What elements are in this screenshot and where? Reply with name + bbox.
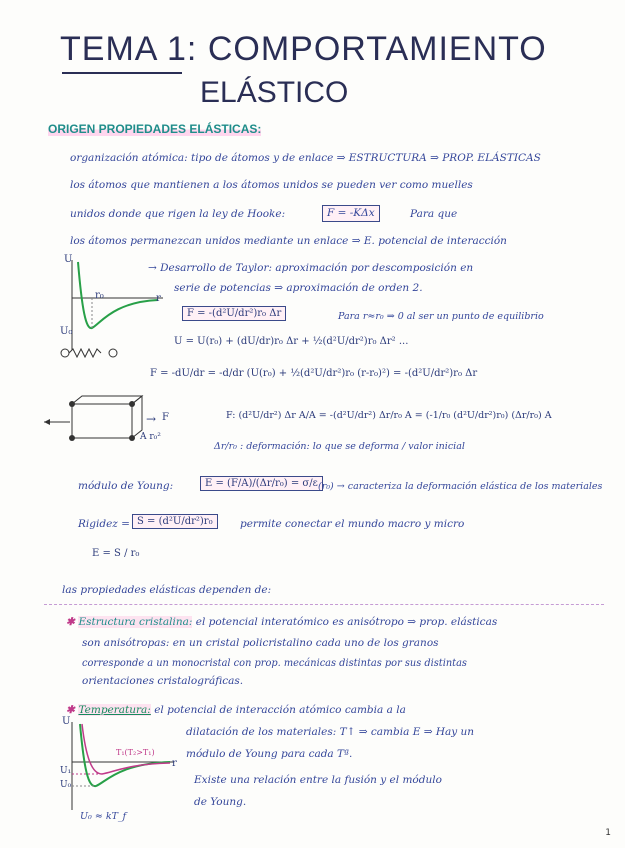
young-equation: E = (F/A)/(Δr/r₀) = σ/ε <box>200 476 323 491</box>
t-label: T₁(T₂>T₁) <box>116 748 155 757</box>
e-equation: E = S / r₀ <box>92 548 140 559</box>
text-line: Existe una relación entre la fusión y el módulo <box>194 774 442 786</box>
text-line: los átomos permanezcan unidos mediante un enlace ⇒ E. potencial de interacción <box>70 235 507 247</box>
rigidity-note: permite conectar el mundo macro y micro <box>240 518 465 530</box>
rigidity-label: Rigidez = <box>78 518 130 530</box>
spring-icon <box>60 346 120 360</box>
strain-definition: Δr/r₀ : deformación: lo que se deforma / valor inicial <box>214 441 465 452</box>
axis-u1: U₁ <box>60 766 72 776</box>
page-title-line2: ELÁSTICO <box>200 76 349 109</box>
section-heading: ORIGEN PROPIEDADES ELÁSTICAS: <box>48 122 262 136</box>
bullet-structure: ✱ Estructura cristalina: el potencial interatómico es anisótropo ⇒ prop. elásticas <box>66 616 498 628</box>
temperature-graph <box>58 718 178 818</box>
page-number: 1 <box>605 828 611 838</box>
text-line: son anisótropas: en un cristal policristalino cada uno de los granos <box>82 637 439 649</box>
text-line: módulo de Young para cada Tª. <box>186 748 353 760</box>
text-line: dilatación de los materiales: T↑ ⇒ cambia E ⇒ Hay un <box>186 726 475 738</box>
text-line: corresponde a un monocristal con prop. mecánicas distintas por sus distintas <box>82 658 467 669</box>
force-derivation: F = -dU/dr = -d/dr (U(r₀) + ½(d²U/dr²)r₀ (r-r₀)²) = -(d²U/dr²)r₀ Δr <box>150 368 478 379</box>
title-underline <box>62 72 182 74</box>
text-line: las propiedades elásticas dependen de: <box>62 584 272 596</box>
text-line: orientaciones cristalográficas. <box>82 675 244 687</box>
axis-u: U <box>64 254 73 265</box>
axis-r0: r₀ <box>95 290 104 301</box>
axis-u2: U <box>62 716 71 727</box>
cube-diagram <box>42 392 152 452</box>
text-line: unidos donde que rigen la ley de Hooke: <box>70 208 286 220</box>
stress-derivation: F: (d²U/dr²) Δr A/A = -(d²U/dr²) Δr/r₀ A = (-1/r₀ (d²U/dr²)r₀) (Δr/r₀) A <box>226 410 552 421</box>
text-line: Para que <box>410 208 458 220</box>
graph-footnote: U₀ ≈ kT_f <box>80 811 127 822</box>
force-label: F <box>162 412 169 423</box>
text-line: → Desarrollo de Taylor: aproximación por descomposición en <box>148 262 474 274</box>
area-label: A r₀² <box>140 432 161 442</box>
text-line: organización atómica: tipo de átomos y de enlace ⇒ ESTRUCTURA ⇒ PROP. ELÁSTICAS <box>70 152 541 164</box>
text-line: los átomos que mantienen a los átomos unidos se pueden ver como muelles <box>70 179 473 191</box>
rigidity-equation: S = (d²U/dr²)r₀ <box>132 514 218 529</box>
axis-u0: U₀ <box>60 326 73 337</box>
young-note: (r₀) → caracteriza la deformación elástica de los materiales <box>318 481 603 492</box>
axis-u0-2: U₀ <box>60 780 72 790</box>
young-label: módulo de Young: <box>78 480 174 492</box>
hooke-law: F = -KΔx <box>322 205 380 222</box>
force-equation: F = -(d²U/dr²)r₀ Δr <box>182 306 286 321</box>
axis-r: r <box>156 293 161 304</box>
text-line: serie de potencias ⇒ aproximación de orden 2. <box>174 282 423 294</box>
divider <box>44 604 604 605</box>
taylor-equation: U = U(r₀) + (dU/dr)r₀ Δr + ½(d²U/dr²)r₀ Δr² ... <box>174 336 409 347</box>
axis-r2: r <box>172 758 177 769</box>
force-arrow: → <box>146 412 157 426</box>
page-title: TEMA 1: COMPORTAMIENTO <box>60 30 547 68</box>
bullet-temperature: ✱ Temperatura: el potencial de interacción atómico cambia a la <box>66 704 406 716</box>
equilibrium-note: Para r≈r₀ ⇒ 0 al ser un punto de equilibrio <box>338 311 544 322</box>
text-line: de Young. <box>194 796 247 808</box>
